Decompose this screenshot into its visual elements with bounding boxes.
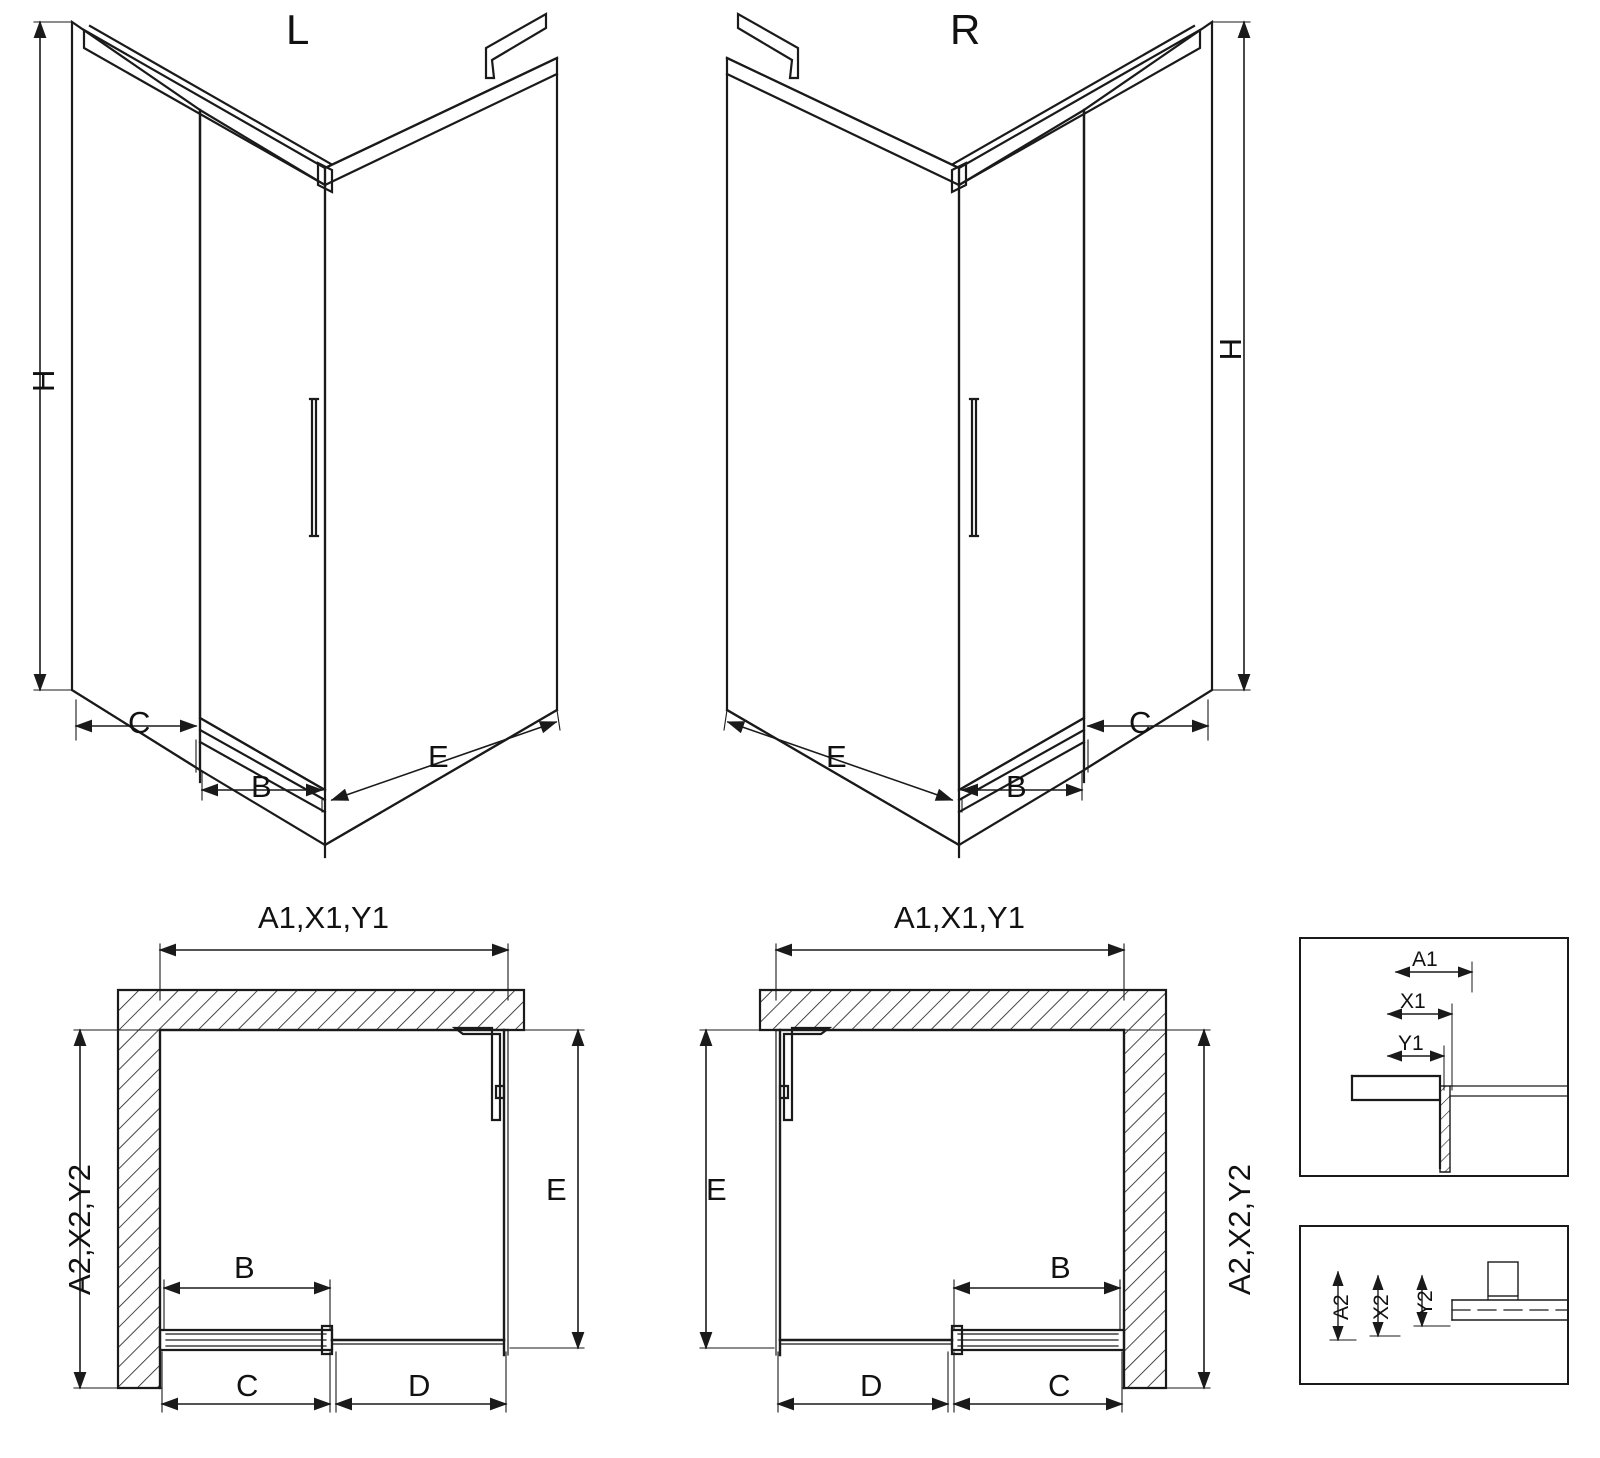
detail-a2-label: A2 <box>1330 1294 1353 1320</box>
iso-left-e-label: E <box>428 739 449 774</box>
iso-left-title: L <box>286 6 310 53</box>
iso-right-c-label: C <box>1129 705 1152 740</box>
iso-view-right <box>724 14 1250 857</box>
plan-left-d-label: D <box>408 1368 431 1403</box>
iso-right-e-label: E <box>826 739 847 774</box>
iso-right-h-label: H <box>1213 338 1248 361</box>
detail-x1-label: X1 <box>1400 990 1426 1013</box>
detail-y2-label: Y2 <box>1414 1290 1437 1316</box>
plan-left-e-label: E <box>546 1172 567 1207</box>
plan-left-side-label: A2,X2,Y2 <box>62 1164 97 1295</box>
plan-right-top-label: A1,X1,Y1 <box>894 900 1025 935</box>
detail-a1-label: A1 <box>1412 948 1438 971</box>
plan-left-c-label: C <box>236 1368 259 1403</box>
detail-view-top <box>1300 938 1568 1176</box>
iso-left-b-label: B <box>251 769 272 804</box>
detail-y1-label: Y1 <box>1398 1032 1424 1055</box>
iso-left-h-label: H <box>26 369 61 392</box>
iso-left-c-label: C <box>128 705 151 740</box>
plan-right-c-label: C <box>1048 1368 1071 1403</box>
plan-left-b-label: B <box>234 1250 255 1285</box>
plan-right-b-label: B <box>1050 1250 1071 1285</box>
detail-x2-label: X2 <box>1370 1294 1393 1320</box>
iso-right-b-label: B <box>1006 769 1027 804</box>
plan-view-right <box>700 944 1210 1412</box>
plan-right-e-label: E <box>706 1172 727 1207</box>
plan-right-side-label: A2,X2,Y2 <box>1222 1164 1257 1295</box>
iso-right-title: R <box>950 6 981 53</box>
plan-left-top-label: A1,X1,Y1 <box>258 900 389 935</box>
plan-view-left <box>74 944 584 1412</box>
plan-right-d-label: D <box>860 1368 883 1403</box>
iso-view-left <box>34 14 560 857</box>
